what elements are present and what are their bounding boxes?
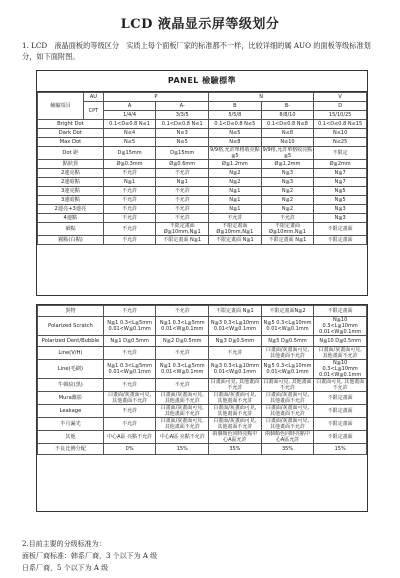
table-row: [38, 178, 367, 187]
table-cell: 不允許: [103, 236, 156, 245]
table-cell: 不允許: [156, 214, 209, 223]
row-label: Polarized Scratch: [38, 317, 104, 336]
table-cell: 15%: [314, 444, 367, 455]
footer-line-3: 日系厂商，5 个以下为 A 级: [22, 564, 109, 572]
table-cell: N≦1: [103, 178, 156, 187]
table-row: [38, 418, 367, 431]
table-cell: N≤25: [314, 138, 367, 147]
ratio: 1/4/4: [103, 111, 156, 120]
table-cell: N≦3 0.3<L≦10mm 0.01<W≦0.1mm: [209, 360, 262, 379]
table-cell: 白畫面可見, 其他畫面不允許: [314, 379, 367, 392]
table-cell: 不允許: [103, 379, 156, 392]
table-cell: 白畫面可見, 其他畫面不允許: [261, 379, 314, 392]
table-row: [38, 360, 367, 379]
table-cell: 不允許: [156, 196, 209, 205]
table-cell: N≤5: [209, 129, 262, 138]
table-cell: D≧15mm: [156, 147, 209, 160]
row-label: 異物: [38, 306, 104, 317]
table-cell: N≦1: [209, 187, 262, 196]
table-cell: N≦2 D≦0.5mm: [156, 336, 209, 347]
grade-v: V: [314, 93, 367, 102]
table-cell: 不允許: [103, 405, 156, 418]
table-cell: N≤10: [261, 138, 314, 147]
footer-line-2: 面板厂商标准：韩系厂商，3 个以下为 A 级: [22, 552, 158, 560]
table-cell: N≦10 D≦0.5mm: [314, 336, 367, 347]
sub-grade: B-: [261, 102, 314, 111]
table-cell: 0.1<D≤0.8 N≤8: [261, 120, 314, 129]
table-header-row: [38, 102, 367, 111]
table-cell: N≤8: [209, 138, 262, 147]
table-cell: N≦10 0.3<L≦10mm 0.01<W≦0.1mm: [314, 317, 367, 336]
table-cell: N≤5: [103, 138, 156, 147]
table-cell: N≦5: [314, 187, 367, 196]
table-row: [38, 160, 367, 169]
table-cell: Ø≦1.2mm: [209, 160, 262, 169]
footer-line-1: 2.目前主要的分级标准为：: [22, 540, 106, 548]
table-cell: N≦1 0.3<L≦5mm 0.01<W≦0.1mm: [156, 360, 209, 379]
table-row: [38, 347, 367, 360]
table-row: [38, 392, 367, 405]
row-label: 點狀異: [38, 160, 104, 169]
row-label: 其他: [38, 431, 104, 444]
table-cell: N≦5 0.3<L≦10mm 0.01<W≦0.1mm: [261, 317, 314, 336]
table-cell: N≤5: [156, 138, 209, 147]
table-cell: N≦5 D≦0.5mm: [261, 336, 314, 347]
row-label: 牛頓紋(黑): [38, 379, 104, 392]
table-cell: 不允許: [103, 187, 156, 196]
table-cell: 不限定畫面: [314, 392, 367, 405]
row-label: 3連亮點: [38, 187, 104, 196]
table-cell: N≦2: [261, 196, 314, 205]
table-cell: Ø≦1.2mm: [261, 160, 314, 169]
table-cell: 不允許: [156, 379, 209, 392]
panel-title: PANEL 檢驗標準: [37, 71, 367, 92]
table-row: [38, 214, 367, 223]
table-cell: N≦1 D≦0.5mm: [103, 336, 156, 347]
table-row: [38, 169, 367, 178]
row-label: Max Dot: [38, 138, 104, 147]
row-label: 4連點: [38, 214, 104, 223]
table-cell: N≦1: [156, 178, 209, 187]
table-cell: 兩個顏色同時亮點中心A區允許: [261, 431, 314, 444]
row-label: Bright Dot: [38, 120, 104, 129]
table-cell: N≦1 0.3<L≦5mm 0.01<W≦0.1mm: [156, 317, 209, 336]
table-row: [38, 120, 367, 129]
table-cell: 9/9格,允許單格收亮點≦5: [210, 147, 260, 159]
table-row: [38, 138, 367, 147]
table-cell: 不允許: [156, 347, 209, 360]
table-row: [38, 205, 367, 214]
row-label: 半月漏光: [38, 418, 104, 431]
table-cell: 不允許: [103, 418, 156, 431]
table-cell: 不限定畫面 N≦1: [209, 236, 262, 245]
table-cell: 不限定畫面: [314, 223, 367, 236]
table-cell: N≤4: [103, 129, 156, 138]
sub-grade: B: [209, 102, 262, 111]
table-cell: N≦2: [209, 169, 262, 178]
panel-inspection-table-1: [36, 70, 368, 296]
row-label: 不良比例分配: [38, 444, 104, 455]
table-cell: 不限定畫面: [314, 236, 367, 245]
table-cell: 白畫面/灰畫面可見, 其他畫面不允許: [261, 405, 314, 418]
table-cell: 不允許: [156, 306, 209, 317]
table-cell: 不限定畫面 N≦1: [156, 236, 209, 245]
row-label: 2連亮點: [38, 169, 104, 178]
table-cell: 中心A區 亮點不允許: [103, 431, 156, 444]
sub-grade: A-: [156, 102, 209, 111]
table-row: [38, 405, 367, 418]
table-row: [38, 379, 367, 392]
table-cell: N≤3: [156, 129, 209, 138]
sub-grade: D: [314, 102, 367, 111]
table-cell: 不限定畫面 Ø≦10mm,N≦1: [209, 223, 262, 236]
table-cell: 0%: [103, 444, 156, 455]
table-cell: N≦3 D≦0.5mm: [209, 336, 262, 347]
table-cell: 不限定畫面: [314, 306, 367, 317]
table-row: [38, 236, 367, 245]
table-cell: 不限定: [314, 147, 367, 160]
table-cell: 不限定畫面N≦2: [261, 306, 314, 317]
table-cell: 不允許: [103, 169, 156, 178]
row-label: Dark Dot: [38, 129, 104, 138]
ratio: 3/3/5: [156, 111, 209, 120]
table-cell: 不允許: [209, 214, 262, 223]
ratio: 8/8/10: [261, 111, 314, 120]
row-label: 暈點: [38, 223, 104, 236]
table-cell: N≦1: [209, 196, 262, 205]
table-cell: N≦2: [261, 187, 314, 196]
table-cell: N≦1 0.3<L≦5mm 0.01<W≦0.1mm: [103, 317, 156, 336]
table-cell: 白畫面/灰畫面可見, 其他畫面不允許: [156, 405, 209, 418]
table-cell: 不允許: [103, 196, 156, 205]
table-row: [38, 129, 367, 138]
row-label: Dot 距: [38, 147, 104, 160]
table-cell: 不限定畫面: [314, 431, 367, 444]
table-cell: N≦5: [314, 196, 367, 205]
table-cell: 不允許: [156, 169, 209, 178]
table-cell: 白畫面/灰畫面可見, 其他畫面不允許: [209, 405, 262, 418]
table-cell: 白畫面/灰畫面可見, 其他畫面不允許: [261, 347, 314, 360]
table-row: [38, 444, 367, 455]
ratio: 15/10/25: [314, 111, 367, 120]
table-cell: N≦10 0.3<L≦10mm 0.01<W≦0.1mm: [314, 360, 367, 379]
grade-p: P: [103, 93, 208, 102]
table-cell: N≦2: [261, 205, 314, 214]
table-cell: N≦3: [314, 214, 367, 223]
table-cell: N≦3: [314, 205, 367, 214]
table-cell: 不允許: [103, 223, 156, 236]
table-cell: 不限定畫面: [314, 405, 367, 418]
table-row: [38, 147, 367, 160]
table-cell: 9/9格,允許單格收亮點≦5: [262, 147, 313, 159]
table-cell: 白畫面/灰畫面可見, 其他畫面不允許: [209, 418, 262, 431]
footer-text: [22, 538, 382, 574]
row-label: 2連亮+3連亮: [38, 205, 104, 214]
table-cell: 不限定畫面 N≦1: [209, 306, 262, 317]
table-cell: N≦7: [314, 169, 367, 178]
table-cell: 不允許: [103, 214, 156, 223]
table-row: [38, 306, 367, 317]
table-cell: 不允許: [103, 347, 156, 360]
table-cell: 白畫面/灰畫面可見, 其他畫面不允許: [209, 392, 262, 405]
table-cell: 白畫面/灰畫面可見, 其他畫面不允許: [156, 418, 209, 431]
table-row: [38, 431, 367, 444]
table-cell: 不允許: [209, 347, 262, 360]
table-cell: 不允許: [261, 214, 314, 223]
table-cell: 白畫面/灰畫面可見, 其他畫面不允許: [156, 392, 209, 405]
table-cell: Ø≦2mm: [314, 160, 367, 169]
table-cell: 不允許: [156, 187, 209, 196]
table-cell: Ø≦0.3mm: [103, 160, 156, 169]
table-cell: 0.1<D≤0.8 N≤1: [103, 120, 156, 129]
table-cell: N≦1: [209, 205, 262, 214]
table-cell: 白畫面/灰畫面可見, 其他畫面不允許: [103, 392, 156, 405]
table-cell: N≦1 0.3<L≦5mm 0.01<W≦0.1mm: [103, 360, 156, 379]
table-cell: N≦2: [209, 178, 262, 187]
table-cell: 中心A區 亮點不允許: [156, 431, 209, 444]
table-cell: N≦3: [261, 178, 314, 187]
row-label: Leakage: [38, 405, 104, 418]
table-cell: 0.1<D≤0.8 N≤15: [314, 120, 367, 129]
table-row: [38, 317, 367, 336]
table-cell: 15%: [156, 444, 209, 455]
table-cell: 0.1<D≤0.8 N≤1: [156, 120, 209, 129]
table-cell: 不允許: [103, 306, 156, 317]
table-cell: 不限定畫面 N≦1: [261, 236, 314, 245]
inspection-table-2: [37, 305, 367, 455]
table-cell: N≤8: [261, 129, 314, 138]
table-cell: D≧15mm: [103, 147, 156, 160]
table-cell: 35%: [261, 444, 314, 455]
table-cell: 白畫面/灰畫面可見, 其他畫面不允許: [261, 418, 314, 431]
table-cell: 兩個顏色同時亮點中心A區允許: [209, 431, 262, 444]
row-label: Line(毛刷): [38, 360, 104, 379]
table-cell: N≤10: [314, 129, 367, 138]
grade-n: N: [209, 93, 314, 102]
table-cell: 不限定畫面 Ø≦10mm,N≦1: [261, 223, 314, 236]
intro-paragraph: 1. LCD 液晶面板的等级区分 实质上每个面板厂家的标准都不一样，比较详细的属 AUO 的面板等级标准划分，如下面附图。: [22, 41, 371, 61]
table-cell: 0.1<D≤0.8 N≤5: [209, 120, 262, 129]
table-cell: 不限定畫面 Ø≦10mm,N≦1: [156, 223, 209, 236]
table-cell: N≦3: [261, 169, 314, 178]
row-label: 霧點(白點): [38, 236, 104, 245]
table-header-row: [38, 93, 367, 102]
table-cell: 35%: [209, 444, 262, 455]
header-au: AU: [84, 93, 104, 102]
table-cell: 白畫面/灰畫面可見, 其他畫面不允許: [261, 392, 314, 405]
table-cell: 不允許: [156, 205, 209, 214]
table-cell: 白畫面可見, 其他畫面不允許: [209, 379, 262, 392]
table-row: [38, 196, 367, 205]
table-cell: Ø≦0.6mm: [156, 160, 209, 169]
table-cell: 不允許: [103, 205, 156, 214]
row-label: Line(V/H): [38, 347, 104, 360]
table-cell: N≦7: [314, 178, 367, 187]
sub-grade: A: [103, 102, 156, 111]
ratio: 5/5/8: [209, 111, 262, 120]
table-row: [38, 336, 367, 347]
row-label: 3連暗點: [38, 196, 104, 205]
panel-inspection-table-2: [36, 304, 368, 512]
header-item: 檢驗項目: [38, 93, 84, 120]
table-cell: 白畫面/灰畫面可見, 其他畫面不允許: [314, 347, 367, 360]
page-title: LCD 液晶显示屏等级划分: [120, 17, 280, 32]
row-label: Mura錐影: [38, 392, 104, 405]
header-cpt: CPT: [84, 102, 104, 120]
table-cell: N≦3 0.3<L≦10mm 0.01<W≦0.1mm: [209, 317, 262, 336]
table-row: [38, 187, 367, 196]
table-cell: 不限定畫面: [314, 418, 367, 431]
table-row: [38, 223, 367, 236]
row-label: 2連暗點: [38, 178, 104, 187]
row-label: Polarized Dent/Bubble: [38, 336, 104, 347]
inspection-table-1: [37, 92, 367, 245]
table-cell: N≦5 0.3<L≦10mm 0.01<W≦0.1mm: [261, 360, 314, 379]
